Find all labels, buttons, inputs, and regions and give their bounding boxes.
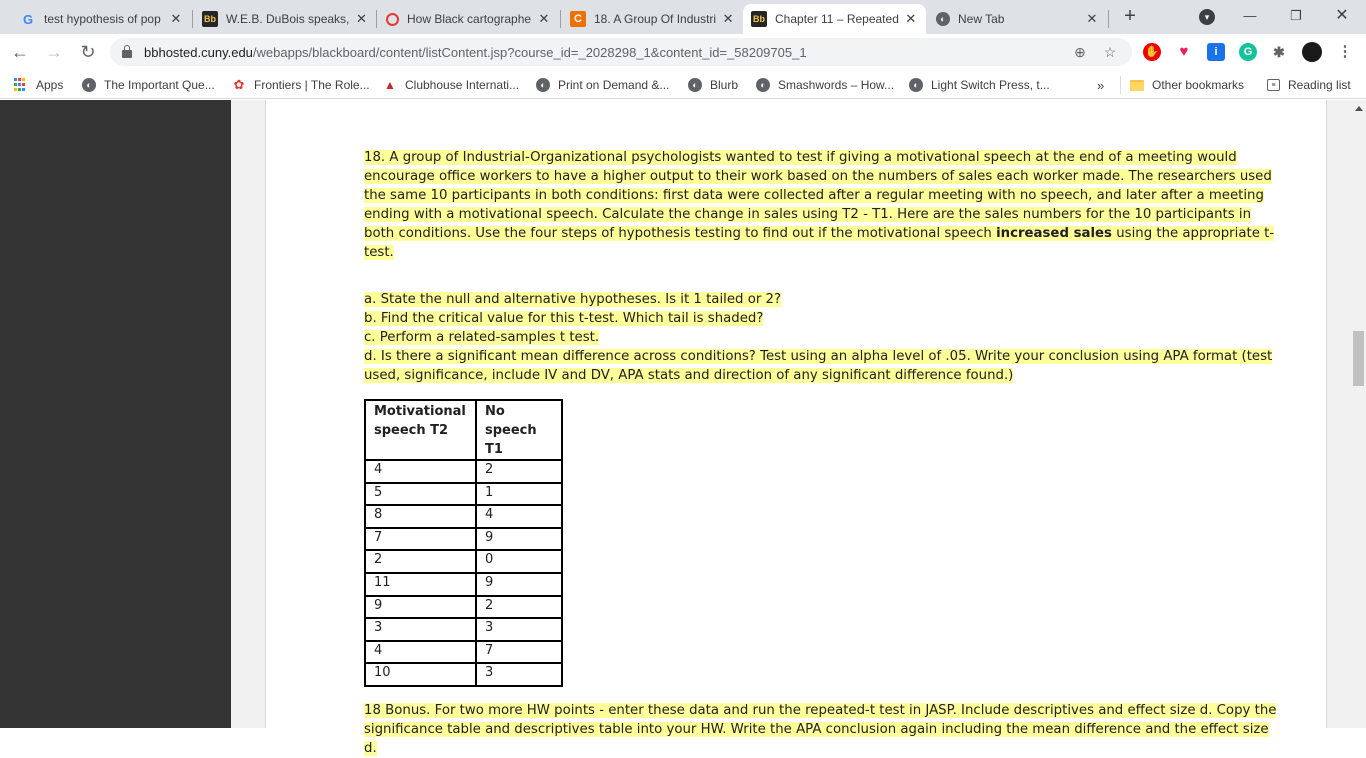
part-a: a. State the null and alternative hypotheses. Is it 1 tailed or 2? xyxy=(364,292,782,307)
search-icon xyxy=(386,13,399,26)
url-text[interactable]: bbhosted.cuny.edu/webapps/blackboard/content/listContent.jsp?course_id=_2028298_1&content_id=_58209705_1 xyxy=(144,45,807,60)
bookmarks-overflow-button[interactable]: » xyxy=(1097,77,1105,93)
globe-icon: ◐ xyxy=(536,78,550,92)
globe-icon: ◐ xyxy=(909,78,923,92)
blackboard-icon: Bb xyxy=(202,11,218,27)
address-bar[interactable] xyxy=(110,38,1132,66)
close-window-button[interactable]: ✕ xyxy=(1335,7,1349,24)
bookmarks-separator xyxy=(1120,76,1121,94)
column-header-no-speech: No speech T1 xyxy=(476,400,562,460)
cell-t1: 0 xyxy=(476,550,562,573)
tab-separator xyxy=(1108,10,1109,28)
cell-t2: 9 xyxy=(365,596,476,619)
tab-chapter-11[interactable] xyxy=(743,4,926,34)
folder-icon xyxy=(1130,78,1144,92)
lock-icon[interactable] xyxy=(122,45,132,58)
table-row xyxy=(365,483,562,506)
cell-t1: 7 xyxy=(476,641,562,664)
apps-grid-icon xyxy=(14,78,28,92)
back-button[interactable]: ← xyxy=(11,42,29,62)
bookmark-light-switch-press[interactable]: ◐ Light Switch Press, t... xyxy=(909,76,1050,94)
forward-button[interactable]: → xyxy=(45,42,63,62)
close-icon[interactable]: ✕ xyxy=(1086,11,1098,26)
bookmark-other-bookmarks[interactable]: Other bookmarks xyxy=(1130,76,1244,94)
scrollbar-thumb[interactable] xyxy=(1353,331,1364,386)
adblock-icon[interactable]: ✋ xyxy=(1143,43,1161,61)
star-icon[interactable]: ☆ xyxy=(1103,44,1117,60)
bookmarks-bar xyxy=(0,70,1366,99)
column-header-motivational: Motivational speech T2 xyxy=(365,400,476,460)
scroll-up-arrow-icon[interactable] xyxy=(1355,106,1363,111)
tab-separator xyxy=(192,10,193,28)
reload-button[interactable]: ↻ xyxy=(80,42,96,62)
reading-list-button[interactable]: ≡ Reading list xyxy=(1267,76,1351,94)
sales-data-table xyxy=(364,399,563,687)
table-header-row xyxy=(365,400,562,460)
table-row xyxy=(365,460,562,483)
google-icon: G xyxy=(22,11,34,27)
part-c: c. Perform a related-samples t test. xyxy=(364,330,600,345)
course-menu-panel xyxy=(0,100,231,728)
globe-icon: ◐ xyxy=(82,78,96,92)
close-icon[interactable]: ✕ xyxy=(170,11,182,26)
cell-t1: 3 xyxy=(476,663,562,686)
table-row xyxy=(365,641,562,664)
part-d: d. Is there a significant mean difference across conditions? Test using an alpha level of .05. Write your conclusion using APA format (test used, significance, include IV and DV, APA stats and direction of any significant difference found.) xyxy=(364,349,1273,383)
bookmark-clubhouse[interactable]: ▲ Clubhouse Internati... xyxy=(384,78,520,92)
cell-t2: 10 xyxy=(365,663,476,686)
table-row xyxy=(365,573,562,596)
cell-t2: 4 xyxy=(365,641,476,664)
bookmark-important-questions[interactable]: ◐ The Important Que... xyxy=(82,76,215,94)
globe-icon: ◐ xyxy=(936,12,950,26)
chegg-icon: C xyxy=(570,11,586,27)
cell-t2: 7 xyxy=(365,528,476,551)
info-extension-icon[interactable]: i xyxy=(1207,43,1225,61)
tab-black-cartographers[interactable] xyxy=(378,4,560,34)
bookmark-blurb[interactable]: ◐ Blurb xyxy=(688,76,738,94)
bookmark-apps[interactable]: Apps xyxy=(14,76,63,94)
question-parts xyxy=(364,290,1284,385)
tab-separator xyxy=(560,10,561,28)
close-icon[interactable]: ✕ xyxy=(538,11,550,26)
cell-t1: 3 xyxy=(476,618,562,641)
cell-t2: 3 xyxy=(365,618,476,641)
bookmark-frontiers[interactable]: ✿ Frontiers | The Role... xyxy=(233,77,370,92)
cell-t1: 9 xyxy=(476,528,562,551)
tab-test-hypothesis[interactable] xyxy=(12,4,192,34)
frontiers-icon: ✿ xyxy=(233,77,245,92)
emphasis-increased-sales: increased sales xyxy=(996,226,1112,241)
reading-list-icon: ≡ xyxy=(1267,79,1280,91)
table-row xyxy=(365,505,562,528)
cell-t1: 4 xyxy=(476,505,562,528)
tab-title: Chapter 11 – Repeated xyxy=(775,12,899,26)
tab-strip xyxy=(0,0,1366,34)
restore-button[interactable]: ❐ xyxy=(1290,8,1302,23)
extensions-puzzle-icon[interactable]: ✱ xyxy=(1273,44,1285,60)
table-row xyxy=(365,596,562,619)
tab-new-tab[interactable] xyxy=(928,4,1108,34)
cell-t1: 1 xyxy=(476,483,562,506)
new-tab-button[interactable]: + xyxy=(1124,5,1136,27)
table-row xyxy=(365,550,562,573)
blackboard-icon: Bb xyxy=(751,11,767,27)
avatar[interactable] xyxy=(1302,42,1322,62)
minimize-button[interactable]: — xyxy=(1243,8,1257,23)
close-icon[interactable]: ✕ xyxy=(722,11,734,26)
zoom-icon[interactable]: ⊕ xyxy=(1074,44,1086,60)
tab-title: W.E.B. DuBois speaks, xyxy=(226,12,350,26)
tab-title: 18. A Group Of Industri xyxy=(594,12,717,26)
globe-icon: ◐ xyxy=(756,78,770,92)
clubhouse-icon: ▲ xyxy=(384,78,396,92)
globe-icon: ◐ xyxy=(688,78,702,92)
table-row xyxy=(365,618,562,641)
tab-title: New Tab xyxy=(958,12,1005,26)
tab-title: test hypothesis of pop xyxy=(44,12,161,26)
close-icon[interactable]: ✕ xyxy=(905,11,917,26)
cell-t2: 5 xyxy=(365,483,476,506)
tab-title: How Black cartographe xyxy=(407,12,532,26)
cell-t2: 2 xyxy=(365,550,476,573)
browser-toolbar xyxy=(0,34,1366,70)
tab-chegg[interactable] xyxy=(562,4,742,34)
question-18-text: 18. A group of Industrial-Organizational psychologists wanted to test if giving a motivational speech at the end of a meeting would encourage office workers to have a higher output to their work based on the numbers of sales each worker made. The researchers used the same 10 participants in both conditions: first data were collected after a regular meeting with no speech, and later after a meeting ending with a motivational speech. Calculate the change in sales using T2 - T1. Here are the sales numbers for the 10 participants in both conditions. Use the four steps of hypothesis testing to find out if the motivational speech increased sales using the appropriate t-test. xyxy=(364,150,1275,260)
heart-icon[interactable]: ♥ xyxy=(1179,43,1189,60)
grammarly-icon[interactable]: G xyxy=(1239,43,1257,61)
tab-web-dubois[interactable] xyxy=(194,4,374,34)
part-b: b. Find the critical value for this t-test. Which tail is shaded? xyxy=(364,311,764,326)
tab-separator xyxy=(376,10,377,28)
table-row xyxy=(365,528,562,551)
cell-t1: 9 xyxy=(476,573,562,596)
bookmark-smashwords[interactable]: ◐ Smashwords – How... xyxy=(756,76,894,94)
question-18-bonus: 18 Bonus. For two more HW points - enter these data and run the repeated-t test in JASP. Include descriptives and effect size d. Copy the significance table and descriptives table into your HW. Write the APA conclusion again including the mean difference and the effect size d. xyxy=(364,703,1277,756)
table-row xyxy=(365,663,562,686)
close-icon[interactable]: ✕ xyxy=(355,11,367,26)
chevron-down-icon[interactable]: ▾ xyxy=(1199,9,1215,25)
cell-t1: 2 xyxy=(476,460,562,483)
bookmark-print-on-demand[interactable]: ◐ Print on Demand &... xyxy=(536,76,669,94)
vertical-scrollbar[interactable] xyxy=(1351,100,1366,728)
cell-t2: 11 xyxy=(365,573,476,596)
cell-t2: 4 xyxy=(365,460,476,483)
cell-t1: 2 xyxy=(476,596,562,619)
cell-t2: 8 xyxy=(365,505,476,528)
menu-kebab-icon[interactable]: ⋮ xyxy=(1337,43,1353,60)
